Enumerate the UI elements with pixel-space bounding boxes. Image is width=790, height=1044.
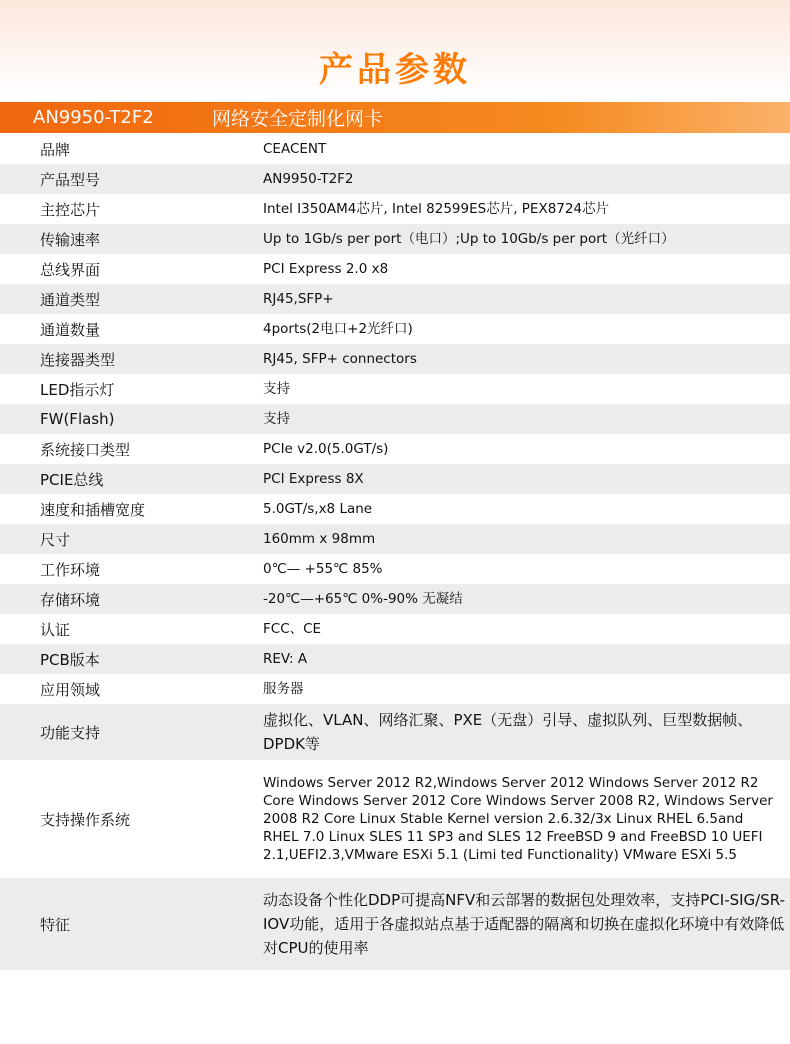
spec-value: 0℃— +55℃ 85% [263, 561, 383, 577]
spec-row-characteristics [0, 878, 790, 970]
spec-value: 服务器 [263, 681, 304, 697]
spec-label: 系统接口类型 [40, 440, 131, 459]
spec-value: RJ45,SFP+ [263, 291, 334, 307]
spec-label: FW(Flash) [40, 410, 115, 428]
spec-label: 功能支持 [40, 723, 101, 742]
spec-table [0, 134, 790, 970]
spec-value: 160mm x 98mm [263, 531, 376, 547]
spec-row-os [0, 760, 790, 878]
page-title: 产品参数 [319, 50, 471, 90]
spec-value: AN9950-T2F2 [263, 171, 354, 187]
spec-row-model [0, 164, 790, 194]
spec-value: PCI Express 8X [263, 471, 364, 487]
spec-value: PCIe v2.0(5.0GT/s) [263, 441, 389, 457]
spec-label: 特征 [40, 915, 71, 934]
spec-row-connector [0, 344, 790, 374]
spec-value: Intel I350AM4芯片, Intel 82599ES芯片, PEX8724芯片 [263, 201, 610, 217]
spec-row-channel-count [0, 314, 790, 344]
header-model: AN9950-T2F2 [33, 107, 154, 128]
spec-value: 4ports(2电口+2光纤口) [263, 321, 413, 337]
spec-value: Up to 1Gb/s per port（电口）;Up to 10Gb/s per port（光纤口） [263, 231, 675, 247]
spec-row-pcb [0, 644, 790, 674]
spec-row-brand [0, 134, 790, 164]
spec-value: FCC、CE [263, 621, 322, 637]
spec-label: 工作环境 [40, 560, 101, 579]
spec-label: 品牌 [40, 140, 71, 159]
spec-label: 主控芯片 [40, 200, 101, 219]
spec-value: 动态设备个性化DDP可提高NFV和云部署的数据包处理效率，支持PCI-SIG/SR-IOV功能，适用于各虚拟站点基于适配器的隔离和切换在虚拟化环境中有效降低对CPU的使用率 [263, 891, 785, 957]
spec-row-features-support [0, 704, 790, 760]
spec-value: 5.0GT/s,x8 Lane [263, 501, 373, 517]
spec-label: 应用领域 [40, 680, 101, 699]
spec-value: REV: A [263, 651, 308, 667]
spec-row-channel-type [0, 284, 790, 314]
spec-row-certification [0, 614, 790, 644]
spec-row-flash [0, 404, 790, 434]
spec-row-speed [0, 224, 790, 254]
spec-label: 产品型号 [40, 170, 101, 189]
spec-value: CEACENT [263, 141, 327, 157]
header-product-name: 网络安全定制化网卡 [212, 108, 384, 130]
spec-value: RJ45, SFP+ connectors [263, 351, 417, 367]
spec-label: 传输速率 [40, 230, 101, 249]
spec-row-bus [0, 254, 790, 284]
spec-label: PCB版本 [40, 650, 100, 669]
spec-row-slot [0, 494, 790, 524]
spec-label: 尺寸 [40, 530, 71, 549]
spec-row-application [0, 674, 790, 704]
spec-label: LED指示灯 [40, 380, 115, 399]
spec-label: 通道类型 [40, 290, 101, 309]
spec-row-chip [0, 194, 790, 224]
spec-value: Windows Server 2012 R2,Windows Server 2012 Windows Server 2012 R2 Core Windows Server 2012 Core Windows Server 2008 R2, Windows Server 2008 R2 Core Linux Stable Kernel version 2.6.32/3x Linux RHEL 6.5and RHEL 7.0 Linux SLES 11 SP3 and SLES 12 FreeBSD 9 and FreeBSD 10 UEFI 2.1,UEFI2.3,VMware ESXi 5.1 (Limi ted Functionality) VMware ESXi 5.5 [263, 775, 773, 863]
spec-label: 支持操作系统 [40, 810, 131, 829]
spec-label: 速度和插槽宽度 [40, 500, 146, 519]
product-header-bar [0, 102, 790, 133]
spec-row-interface [0, 434, 790, 464]
spec-row-operating-env [0, 554, 790, 584]
spec-label: 总线界面 [40, 260, 101, 279]
spec-row-storage-env [0, 584, 790, 614]
spec-label: 连接器类型 [40, 350, 116, 369]
spec-value: -20℃—+65℃ 0%-90% 无凝结 [263, 591, 463, 607]
spec-value: 虚拟化、VLAN、网络汇聚、PXE（无盘）引导、虚拟队列、巨型数据帧、DPDK等 [263, 711, 753, 753]
spec-row-size [0, 524, 790, 554]
spec-label: PCIE总线 [40, 470, 104, 489]
spec-value: 支持 [263, 381, 290, 397]
spec-value: PCI Express 2.0 x8 [263, 261, 389, 277]
spec-value: 支持 [263, 411, 290, 427]
spec-row-pcie [0, 464, 790, 494]
spec-row-led [0, 374, 790, 404]
spec-label: 通道数量 [40, 320, 101, 339]
spec-label: 认证 [40, 620, 71, 639]
spec-label: 存储环境 [40, 590, 101, 609]
